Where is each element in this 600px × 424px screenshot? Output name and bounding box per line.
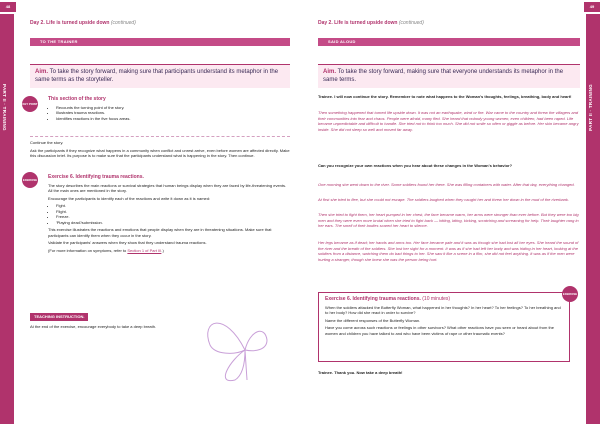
story-paragraph-3: At first she tried to flee, but she could not escape. The soldiers laughed when they caught her and threw her down in the mud of the riverbank. (318, 197, 570, 202)
story-paragraph-1: Then something happened that turned life upside down. It was not an earthquake, wind or fire. War came to the country and threw the villagers and their communities into fear and chaos. People were afraid, many fled. She heard that nobody young women, even children, had been raped. Life became unpredictable and difficult to handle. She tried not to think too much. She did not smile so often or giggle as before. Her skin became angry inside. She did not sleep so well and moved far away. (318, 110, 579, 132)
left-exercise-block (48, 175, 288, 255)
key-point-badge: KEY POINT (22, 96, 38, 112)
reference-prefix: (For more information on symptoms, refer to (48, 247, 127, 253)
story-paragraph-4: Then she tried to fight them, her heart pumped in her chest, the face became warm, her arms were stronger than ever before. But they were too big men and they were even more brutal when she tried to fight back — hitting, biting, kicking, scratching and screaming for help. Their laughter rang in her ears. The smell of their bodies scared her heart to silence. (318, 212, 579, 228)
right-aim-box (318, 64, 580, 88)
right-exercise-box (318, 292, 570, 362)
section-bullet: • Identifies reactions in the five focus areas. (56, 116, 278, 122)
left-aim-text: To take the story forward, making sure that participants understand its metaphor in the same terms as the storyteller. (35, 69, 279, 83)
teaching-instruction-tag: TEACHING INSTRUCTION. (30, 313, 88, 321)
exercise-badge-left: EXERCISE (22, 172, 38, 188)
section-bullet: • Illustrates trauma reactions. (56, 110, 278, 116)
continue-text: Continue the story. (30, 140, 64, 145)
left-divider (30, 136, 290, 137)
exercise-question: Name the different responses of the Butterfly Woman. (325, 317, 421, 323)
exercise-duration: (10 minutes) (422, 296, 451, 302)
exercise-para: Validate the participants' answers when they show that they understand trauma reactions. (48, 240, 207, 245)
story-paragraph-2: One morning she went down to the river. Some soldiers found her there. She was filling containers with water. After that day, everything changed. (318, 182, 575, 187)
reaction-bullet: • Freeze. (56, 214, 288, 220)
section-link[interactable]: Section 1 of Part III (127, 247, 162, 253)
section-bullet: • Recounts the turning point of the story. (56, 105, 278, 111)
left-continue-block (30, 140, 290, 161)
question-1: Can you recognize your own reactions when you hear about these changes in the Woman's behavior? (318, 163, 513, 168)
butterfly-illustration (195, 300, 295, 400)
left-section-title: This section of the story (48, 96, 106, 102)
left-side-tab-label: PART II · TRAINING (2, 84, 7, 131)
reaction-bullet: • Flight. (56, 209, 288, 215)
right-aim-text: To take the story forward, making sure that everyone understands its metaphor in the same terms. (323, 69, 564, 83)
trainee-outro: Trainee. Thank you. Now take a deep breath! (318, 370, 403, 375)
right-heading-text: Day 2. Life is turned upside down (318, 20, 398, 26)
exercise-reference (48, 248, 288, 254)
exercise-question: Have you come across such reactions or feelings in other survivors? What other reactions have you seen or heard about from the women and children you have talked to and who have been victims of rape or other traumatic events? (325, 325, 555, 336)
ask-text: Ask the participants if they recognize what happens in a community when conflict and unrest arrive, even before women are affected directly. Make this discussion brief. Its purpose is to make sure that the participants understand what is happening in the story. Then continue. (30, 147, 290, 158)
left-page-number: 48 (0, 2, 16, 12)
left-aim-box (30, 64, 290, 88)
right-aim-label: Aim. (323, 69, 337, 75)
left-heading-text: Day 2. Life is turned upside down (30, 20, 110, 26)
exercise-para: Encourage the participants to identify each of the reactions and write it down as it is named: (48, 195, 211, 201)
left-section-box (48, 97, 278, 123)
left-exercise-title: Exercise 6. Identifying trauma reactions. (48, 174, 144, 180)
trainee-intro: Trainee. I will now continue the story. Remember to note what happens to the Woman's thoughts, feelings, breathing, body and heart! (318, 94, 572, 99)
right-exercise-heading (325, 297, 563, 303)
left-section-bar: TO THE TRAINER (30, 38, 290, 46)
left-side-tab (0, 14, 14, 424)
right-side-tab-label: PART II · TRAINING (588, 84, 593, 131)
exercise-para: The story describes the main reactions or survival strategies that human beings display when they are faced by life-threatening events. All the main ones are mentioned in the story. (48, 182, 287, 193)
instruction-text: At the end of the exercise, encourage everybody to take a deep breath. (30, 324, 157, 329)
right-exercise-title: Exercise 6. Identifying trauma reactions. (325, 296, 421, 302)
exercise-question: When the soldiers attacked the Butterfly Woman, what happened in her thoughts? In her heart? To her feelings? To her breathing and to her body? How did she react in order to survive? (325, 304, 561, 315)
right-page-number: 49 (584, 2, 600, 12)
right-heading-note: (continued) (398, 20, 424, 26)
right-page-heading (318, 20, 424, 26)
right-section-bar: SAID ALOUD (318, 38, 580, 46)
reaction-bullet: • 'Playing dead'/submission. (56, 220, 288, 226)
exercise-badge-right: EXERCISE (562, 286, 578, 302)
exercise-para: This exercise illustrates the reactions and emotions that people display when they are in threatening situations. Make sure that participants can identify them when they occur in the story. (48, 227, 272, 238)
story-paragraph-5: Her legs became as if dead; her hands and arms too. Her face became pale and it was as though she had lost all her eyes. She heard the sound of the river and the breath of the soldiers. She lost her sight for a moment. It was as if she had left her body and was hiding in her heart, looking at the soldiers from a distance, watching them do bad things to her. She saw it like a scene in a film, she did not feel anything. It was as if the men were hurting a stranger, though she knew she was the person being hurt. (318, 240, 579, 262)
right-side-tab (586, 14, 600, 424)
left-aim-label: Aim. (35, 69, 49, 75)
left-heading-note: (continued) (110, 20, 136, 26)
reaction-bullet: • Fight. (56, 203, 288, 209)
reference-suffix: .) (161, 247, 164, 253)
left-page-heading (30, 20, 136, 26)
